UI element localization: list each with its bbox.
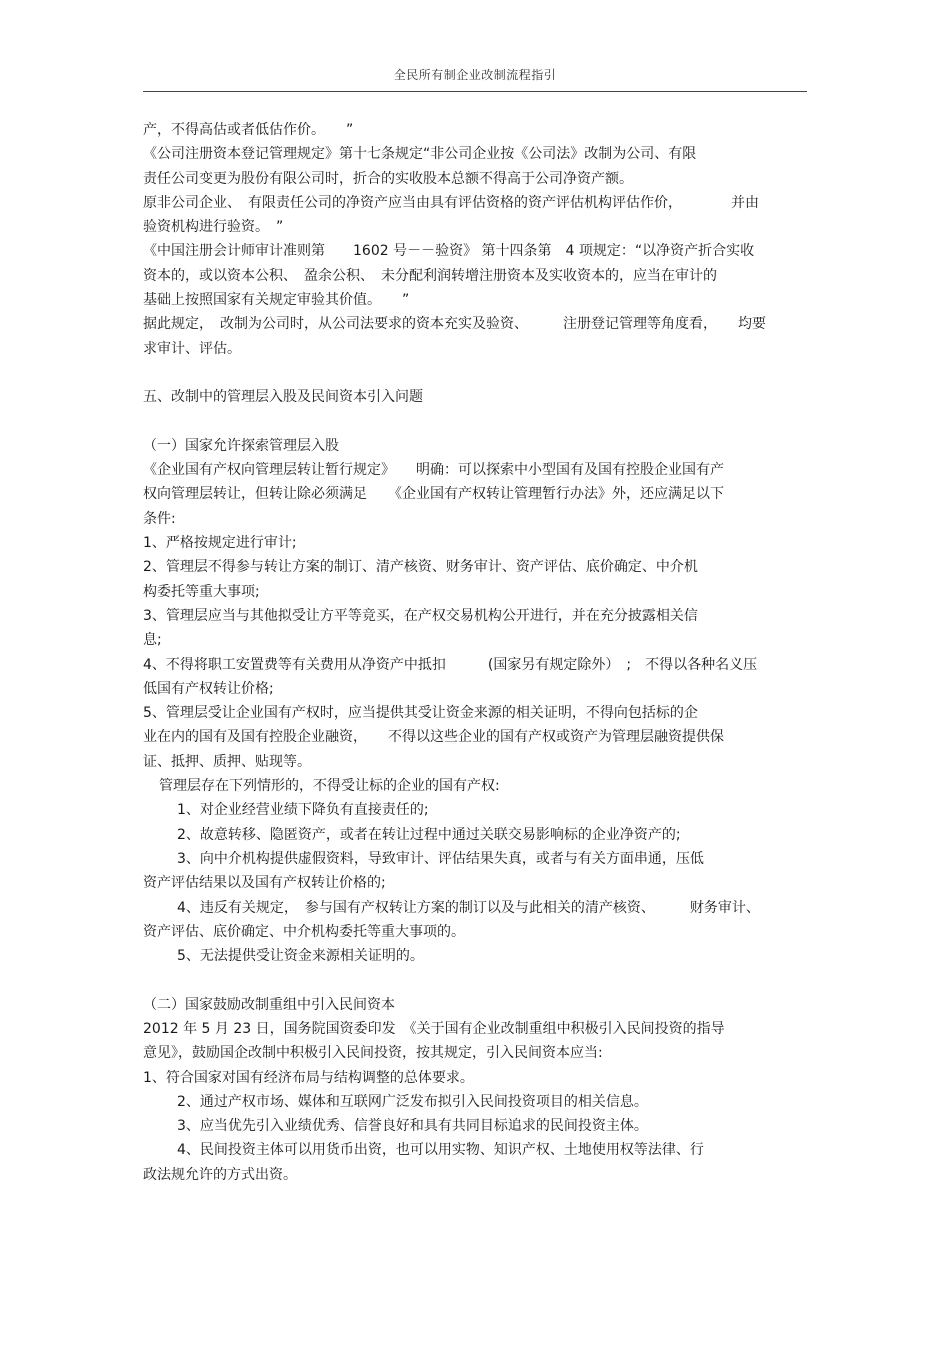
paragraph-line: 据此规定， 改制为公司时，从公司法要求的资本充实及验资、 注册登记管理等角度看， 均要	[143, 316, 766, 333]
list-item: 5、管理层受让企业国有产权时，应当提供其受让资金来源的相关证明，不得向包括标的企	[143, 705, 698, 722]
list-item: 构委托等重大事项;	[143, 583, 260, 600]
list-item: 1、对企业经营业绩下降负有直接责任的;	[177, 802, 429, 819]
list-item: 政法规允许的方式出资。	[143, 1166, 297, 1183]
list-item: 低国有产权转让价格;	[143, 680, 274, 697]
paragraph-line: 《企业国有产权向管理层转让暂行规定》 明确：可以探索中小型国有及国有控股企业国有产	[143, 462, 724, 479]
paragraph-line: 原非公司企业、 有限责任公司的净资产应当由具有评估资格的资产评估机构评估作价， 并由	[143, 194, 759, 211]
list-item: 3、应当优先引入业绩优秀、信誉良好和具有共同目标追求的民间投资主体。	[177, 1118, 648, 1135]
list-item: 4、不得将职工安置费等有关费用从净资产中抵扣 (国家另有规定除外） ; 不得以各种名义压	[143, 656, 758, 673]
subsection-heading: （二）国家鼓励改制重组中引入民间资本	[143, 996, 395, 1013]
list-item: 2、故意转移、隐匿资产，或者在转让过程中通过关联交易影响标的企业净资产的;	[177, 826, 681, 843]
list-item: 1、符合国家对国有经济布局与结构调整的总体要求。	[143, 1069, 474, 1086]
paragraph-line: 责任公司变更为股份有限公司时，折合的实收股本总额不得高于公司净资产额。	[143, 170, 633, 187]
list-item: 2、管理层不得参与转让方案的制订、清产核资、财务审计、资产评估、底价确定、中介机	[143, 559, 698, 576]
header-rule	[143, 91, 807, 92]
paragraph-line: 验资机构进行验资。 ”	[143, 219, 284, 236]
paragraph-line: 意见》，鼓励国企改制中积极引入民间投资，按其规定，引入民间资本应当:	[143, 1045, 603, 1062]
subsection-heading: （一）国家允许探索管理层入股	[143, 437, 339, 454]
blank-line	[143, 968, 807, 992]
paragraph-line: 条件:	[143, 510, 176, 527]
paragraph-line: 产，不得高估或者低估作价。 ”	[143, 122, 354, 138]
paragraph-line: 《中国注册会计师审计准则第 1602 号－－验资》 第十四条第 4 项规定：“以净资产折合实收	[143, 243, 755, 260]
paragraph-line: 基础上按照国家有关规定审验其价值。 ”	[143, 292, 410, 309]
paragraph-line: 资本的，或以资本公积、 盈余公积、 未分配利润转增注册资本及实收资本的，应当在审计的	[143, 267, 717, 284]
list-item: 3、管理层应当与其他拟受让方平等竞买，在产权交易机构公开进行，并在充分披露相关信	[143, 607, 698, 624]
section-heading: 五、改制中的管理层入股及民间资本引入问题	[143, 389, 423, 406]
paragraph-line: 《公司注册资本登记管理规定》第十七条规定“非公司企业按《公司法》改制为公司、有限	[143, 146, 697, 163]
paragraph-line: 求审计、评估。	[143, 340, 241, 357]
paragraph-line: 管理层存在下列情形的，不得受让标的企业的国有产权:	[159, 778, 500, 795]
paragraph-line: 2012 年 5 月 23 日，国务院国资委印发 《关于国有企业改制重组中积极引入民间投资的指导	[143, 1020, 725, 1037]
list-item: 息;	[143, 632, 162, 649]
blank-line	[143, 361, 807, 385]
document-body	[143, 118, 807, 1187]
list-item: 5、无法提供受让资金来源相关证明的。	[177, 948, 424, 965]
list-item: 资产评估、底价确定、中介机构委托等重大事项的。	[143, 923, 465, 940]
list-item: 4、违反有关规定， 参与国有产权转让方案的制订以及与此相关的清产核资、 财务审计、	[177, 899, 760, 916]
list-item: 1、严格按规定进行审计;	[143, 535, 297, 552]
blank-line	[143, 410, 807, 434]
list-item: 证、抵押、质押、贴现等。	[143, 753, 311, 770]
list-item: 业在内的国有及国有控股企业融资， 不得以这些企业的国有产权或资产为管理层融资提供保	[143, 729, 724, 746]
list-item: 资产评估结果以及国有产权转让价格的;	[143, 875, 386, 892]
paragraph-line: 权向管理层转让，但转让除必须满足 《企业国有产权转让管理暂行办法》外，还应满足以下	[143, 486, 724, 503]
list-item: 3、向中介机构提供虚假资料，导致审计、评估结果失真，或者与有关方面串通，压低	[177, 850, 704, 867]
list-item: 4、民间投资主体可以用货币出资，也可以用实物、知识产权、土地使用权等法律、行	[177, 1142, 704, 1159]
running-header: 全民所有制企业改制流程指引	[393, 68, 557, 82]
list-item: 2、通过产权市场、媒体和互联网广泛发布拟引入民间投资项目的相关信息。	[177, 1093, 648, 1110]
